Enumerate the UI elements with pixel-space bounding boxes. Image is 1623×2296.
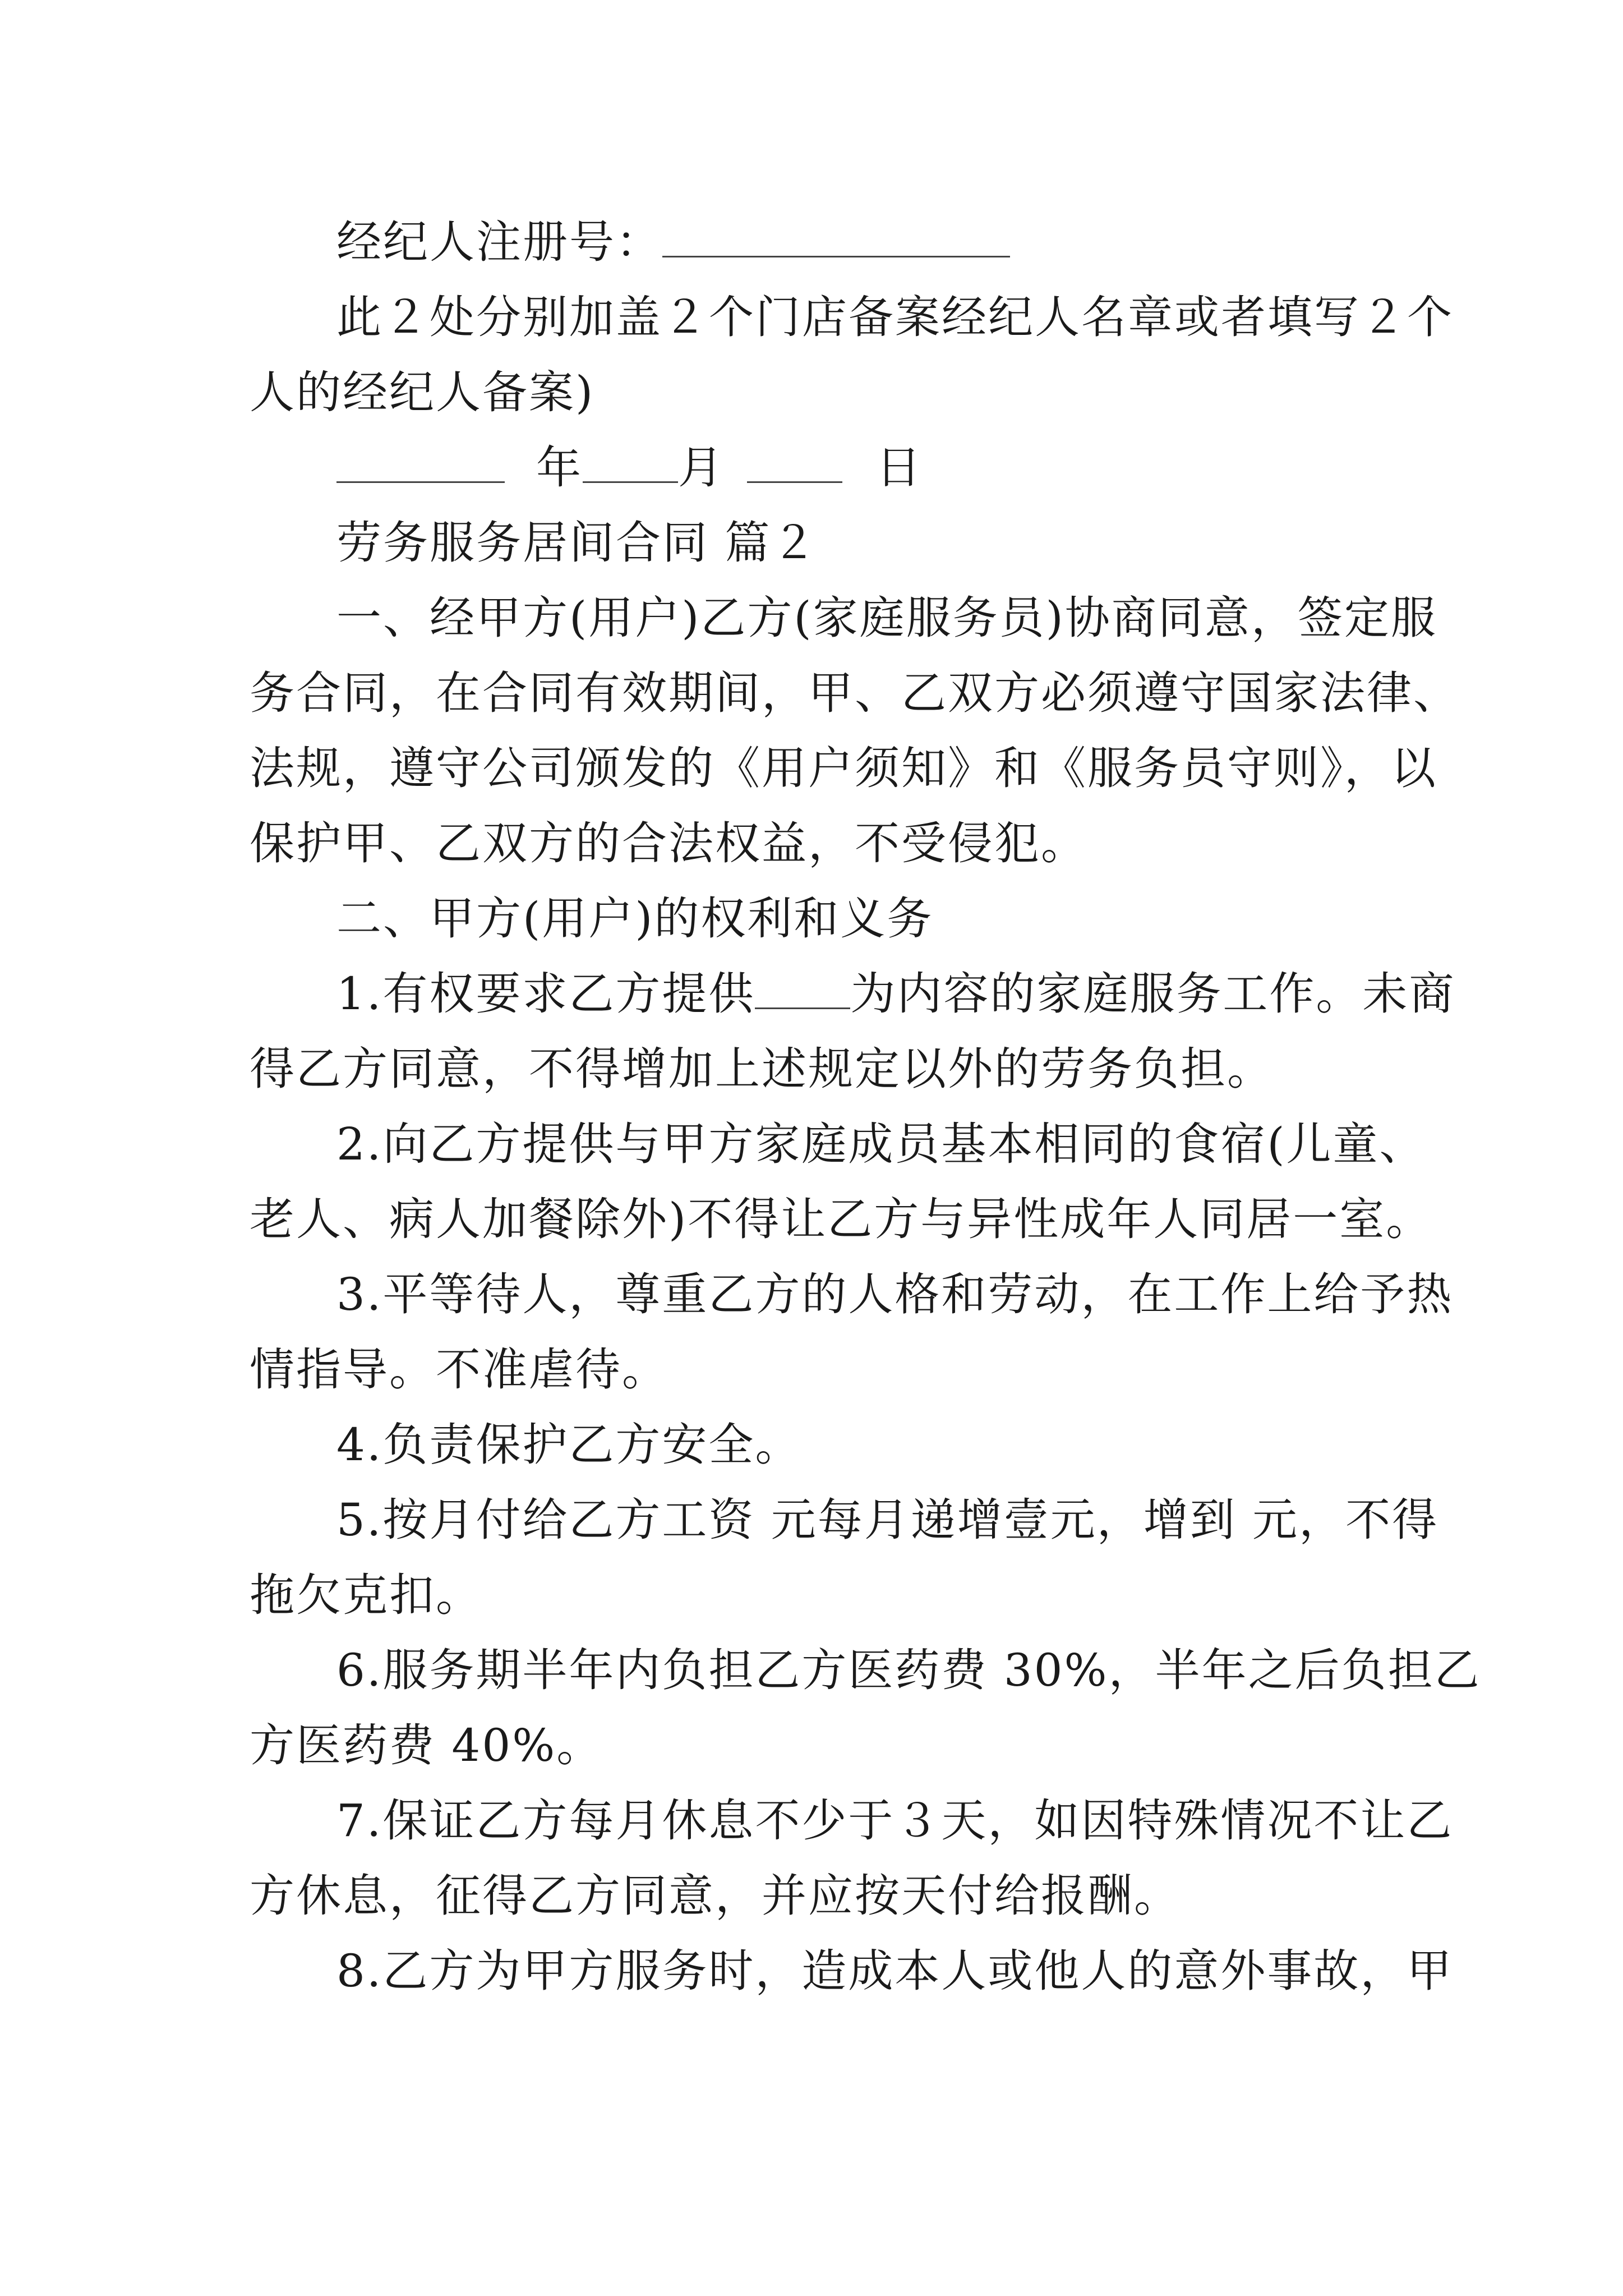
registration-label: 经纪人注册号：: [336, 216, 662, 268]
item-1-text-a: 1.有权要求乙方提供: [336, 968, 755, 1020]
day-label: 日: [876, 441, 923, 494]
item-5-line-1: 5.按月付给乙方工资 元每月递增壹元，增到 元，不得: [336, 1494, 1439, 1546]
item-7-line-1: 7.保证乙方每月休息不少于３天，如因特殊情况不让乙: [336, 1795, 1454, 1847]
clause-1-line-3: 法规，遵守公司颁发的《用户须知》和《服务员守则》，以: [250, 742, 1437, 794]
item-2-line-1: 2.向乙方提供与甲方家庭成员基本相同的食宿(儿童、: [336, 1118, 1426, 1170]
item-1-line-2: 得乙方同意，不得增加上述规定以外的劳务负担。: [250, 1043, 1274, 1095]
note-line-2: 人的经纪人备案): [250, 366, 595, 418]
clause-1-line-1: 一、经甲方(用户)乙方(家庭服务员)协商同意，签定服: [336, 592, 1437, 644]
clause-1-line-2: 务合同，在合同有效期间，甲、乙双方必须遵守国家法律、: [250, 667, 1460, 719]
year-blank: [336, 441, 505, 483]
item-3-line-2: 情指导。不准虐待。: [250, 1343, 668, 1396]
item-4-line: 4.负责保护乙方安全。: [336, 1419, 802, 1471]
registration-blank: [662, 215, 1010, 257]
item-1-line-1: [336, 967, 1456, 1021]
year-label: 年: [536, 441, 583, 494]
item-2-line-2: 老人、病人加餐除外)不得让乙方与异性成年人同居一室。: [250, 1193, 1433, 1245]
item-8-line-1: 8.乙方为甲方服务时，造成本人或他人的意外事故，甲: [336, 1945, 1454, 1997]
registration-line: [336, 215, 1405, 269]
section-title: 劳务服务居间合同 篇２: [336, 517, 818, 569]
service-content-blank: [755, 967, 850, 1009]
month-label: 月: [678, 441, 725, 494]
item-6-line-2: 方医药费 40%。: [250, 1719, 603, 1772]
clause-1-line-4: 保护甲、乙双方的合法权益，不受侵犯。: [250, 817, 1087, 869]
item-7-line-2: 方休息，征得乙方同意，并应按天付给报酬。: [250, 1870, 1181, 1922]
item-5-line-2: 拖欠克扣。: [250, 1569, 482, 1621]
clause-2-heading: 二、甲方(用户)的权利和义务: [336, 892, 934, 945]
item-6-line-1: 6.服务期半年内负担乙方医药费 30%，半年之后负担乙: [336, 1644, 1481, 1696]
item-1-text-b: 为内容的家庭服务工作。未商: [850, 968, 1456, 1020]
month-blank: [583, 441, 678, 483]
note-line-1: 此２处分别加盖２个门店备案经纪人名章或者填写２个: [336, 291, 1454, 343]
date-line: [336, 441, 1405, 495]
day-blank: [747, 441, 842, 483]
item-3-line-1: 3.平等待人，尊重乙方的人格和劳动，在工作上给予热: [336, 1268, 1454, 1320]
